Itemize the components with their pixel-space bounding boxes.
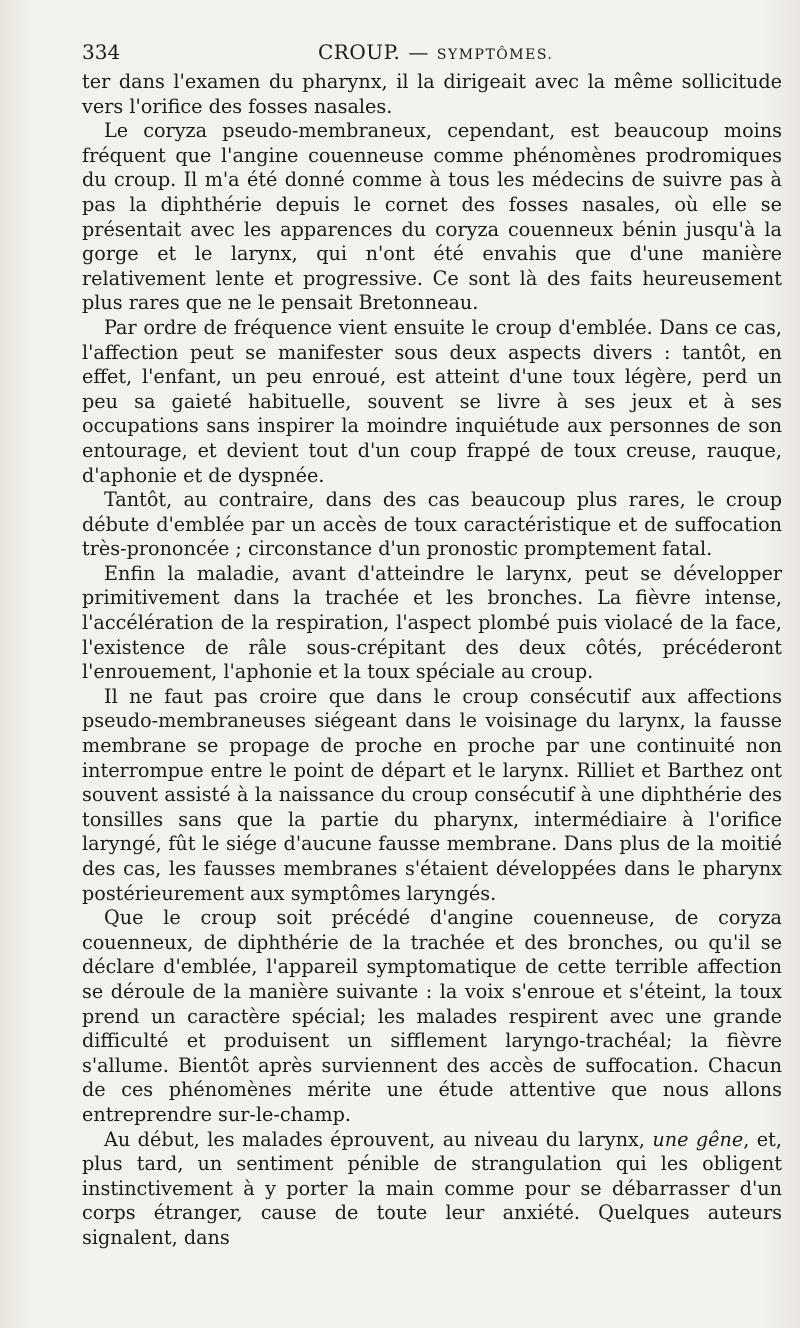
paragraph-continuation: ter dans l'examen du pharynx, il la dirigeait avec la même sollicitude vers l'orifice des fosses nasales.	[82, 70, 782, 118]
running-title-main: CROUP.	[318, 40, 401, 64]
paragraph: Que le croup soit précédé d'angine couenneuse, de coryza couenneux, de diphthérie de la trachée et des bronches, ou qu'il se déclare d'emblée, l'appareil symptomatique de cette terrible affection se déroule de la manière suivante : la voix s'enroue et s'éteint, la toux prend un caractère spécial; les malades respirent avec une grande difficulté et produisent un sifflement laryngo-trachéal; la fièvre s'allume. Bientôt après surviennent des accès de suffocation. Chacun de ces phénomènes mérite une étude attentive que nous allons entreprendre sur-le-champ.	[82, 906, 782, 1126]
page-number: 334	[82, 40, 121, 64]
paragraph: Il ne faut pas croire que dans le croup consécutif aux affections pseudo-membraneuses siégeant dans le voisinage du larynx, la fausse membrane se propage de proche en proche par une continuité non interrompue entre le point de départ et le larynx. Rilliet et Barthez ont souvent assisté à la naissance du croup consécutif à une diphthérie des tonsilles sans que la partie du pharynx, intermédiaire à l'orifice laryngé, fût le siége d'aucune fausse membrane. Dans plus de la moitié des cas, les fausses membranes s'étaient développées dans le pharynx postérieurement aux symptômes laryngés.	[82, 684, 782, 905]
body-text	[82, 70, 782, 1251]
paragraph: Par ordre de fréquence vient ensuite le croup d'emblée. Dans ce cas, l'affection peut se manifester sous deux aspects divers : tantôt, en effet, l'enfant, un peu enroué, est atteint d'une toux légère, perd un peu sa gaieté habituelle, souvent se livre à ses jeux et à ses occupations sans inspirer la moindre inquiétude aux personnes de son entourage, et devient tout d'un coup frappé de toux creuse, rauque, d'aphonie et de dyspnée.	[82, 315, 782, 487]
paragraph	[82, 1128, 782, 1251]
running-title-subtitle: SYMPTÔMES.	[436, 47, 554, 63]
emphasis-text: une gêne	[652, 1127, 744, 1151]
paragraph: Tantôt, au contraire, dans des cas beaucoup plus rares, le croup débute d'emblée par un accès de toux caractéristique et de suffocation très-prononcée ; circonstance d'un pronostic promptement fatal.	[82, 488, 782, 561]
page-header	[82, 36, 778, 70]
paragraph: Enfin la maladie, avant d'atteindre le larynx, peut se développer primitivement dans la trachée et les bronches. La fièvre intense, l'accélération de la respiration, l'aspect plombé puis violacé de la face, l'existence de râle sous-crépitant des deux côtés, précéderont l'enrouement, l'aphonie et la toux spéciale au croup.	[82, 561, 782, 684]
running-title	[318, 40, 553, 64]
paragraph: Le coryza pseudo-membraneux, cependant, est beaucoup moins fréquent que l'angine couenneuse comme phénomènes prodromiques du croup. Il m'a été donné comme à tous les médecins de suivre pas à pas la diphthérie depuis le cornet des fosses nasales, où elle se présentait avec les apparences du coryza couenneux bénin jusqu'à la gorge et le larynx, qui n'ont été envahis que d'une manière relativement lente et progressive. Ce sont là des faits heureusement plus rares que ne le pensait Bretonneau.	[82, 119, 782, 315]
paragraph-text-start: Au début, les malades éprouvent, au niveau du larynx,	[104, 1127, 653, 1151]
paragraph-text-end: , et, plus tard, un sentiment pénible de strangulation qui les obligent instinctivement à y porter la main comme pour se débarrasser d'un corps étranger, cause de toute leur anxiété. Quelques auteurs signalent, dans	[82, 1127, 782, 1249]
title-separator: —	[408, 40, 429, 64]
